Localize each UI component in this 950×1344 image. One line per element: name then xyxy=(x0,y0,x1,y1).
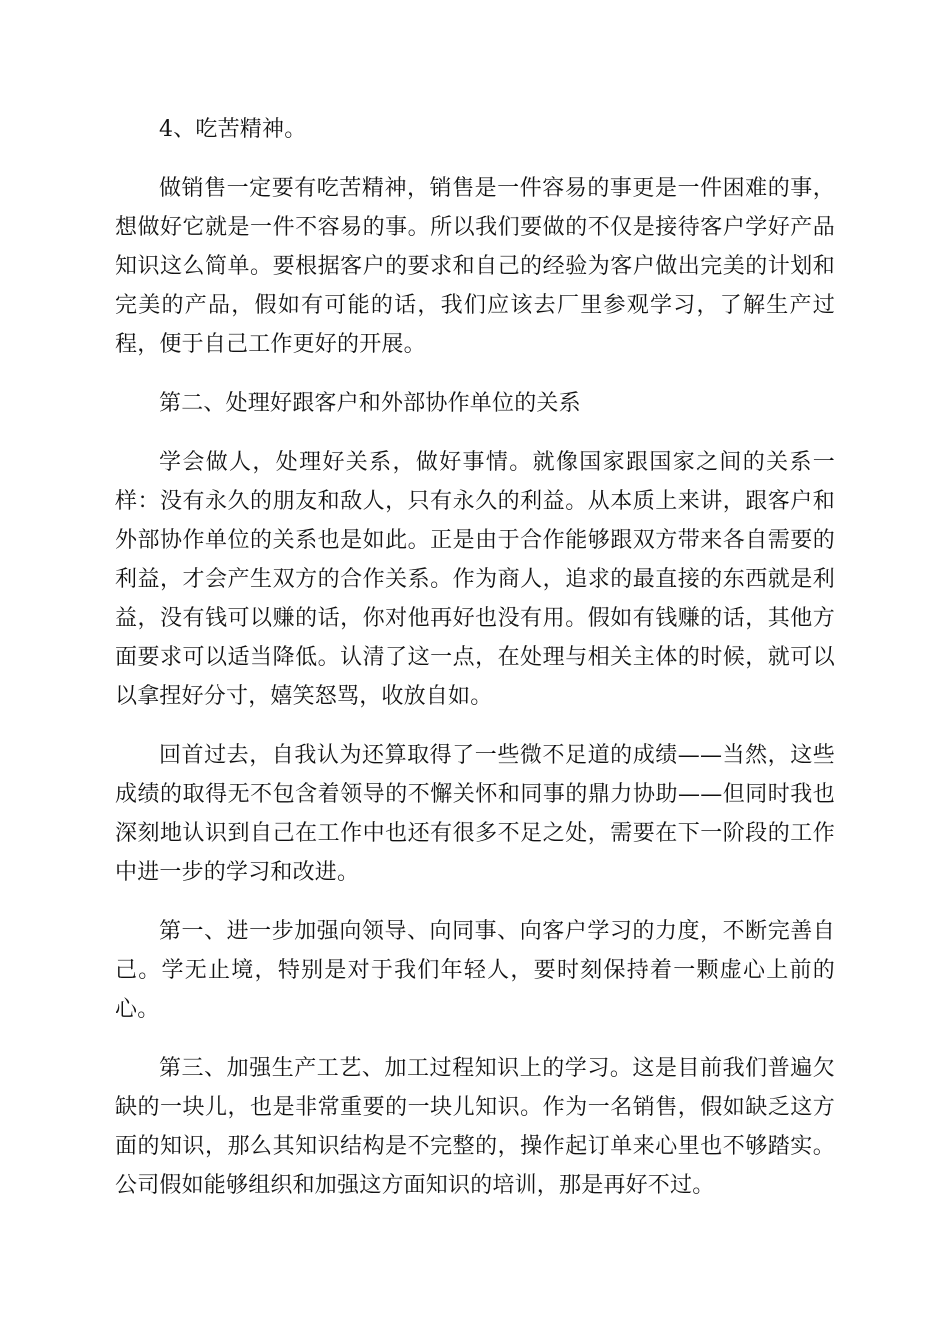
paragraph-hardship-body: 做销售一定要有吃苦精神，销售是一件容易的事更是一件困难的事，想做好它就是一件不容易的事。所以我们要做的不仅是接待客户学好产品知识这么简单。要根据客户的要求和自己的经验为客户做出完美的计划和完美的产品，假如有可能的话，我们应该去厂里参观学习，了解生产过程，便于自己工作更好的开展。 xyxy=(115,176,835,357)
paragraph-review: 回首过去，自我认为还算取得了一些微不足道的成绩——当然，这些成绩的取得无不包含着领导的不懈关怀和同事的鼎力协助——但同时我也深刻地认识到自己在工作中也还有很多不足之处，需要在下一阶段的工作中进一步的学习和改进。 xyxy=(115,743,835,885)
paragraph-heading-relations: 第二、处理好跟客户和外部协作单位的关系 xyxy=(159,391,581,416)
document-body xyxy=(115,110,835,1225)
paragraph-relations-body: 学会做人，处理好关系，做好事情。就像国家跟国家之间的关系一样：没有永久的朋友和敌人，只有永久的利益。从本质上来讲，跟客户和外部协作单位的关系也是如此。正是由于合作能够跟双方带来各自需要的利益，才会产生双方的合作关系。作为商人，追求的最直接的东西就是利益，没有钱可以赚的话，你对他再好也没有用。假如有钱赚的话，其他方面要求可以适当降低。认清了这一点，在处理与相关主体的时候，就可以以拿捏好分寸，嬉笑怒骂，收放自如。 xyxy=(115,450,835,709)
paragraph-heading-hardship: 4、吃苦精神。 xyxy=(159,117,307,142)
paragraph-item-first: 第一、进一步加强向领导、向同事、向客户学习的力度，不断完善自己。学无止境，特别是对于我们年轻人，要时刻保持着一颗虚心上前的心。 xyxy=(115,919,835,1022)
paragraph-item-third: 第三、加强生产工艺、加工过程知识上的学习。这是目前我们普遍欠缺的一块儿，也是非常重要的一块儿知识。作为一名销售，假如缺乏这方面的知识，那么其知识结构是不完整的，操作起订单来心里也不够踏实。公司假如能够组织和加强这方面知识的培训，那是再好不过。 xyxy=(115,1056,835,1198)
